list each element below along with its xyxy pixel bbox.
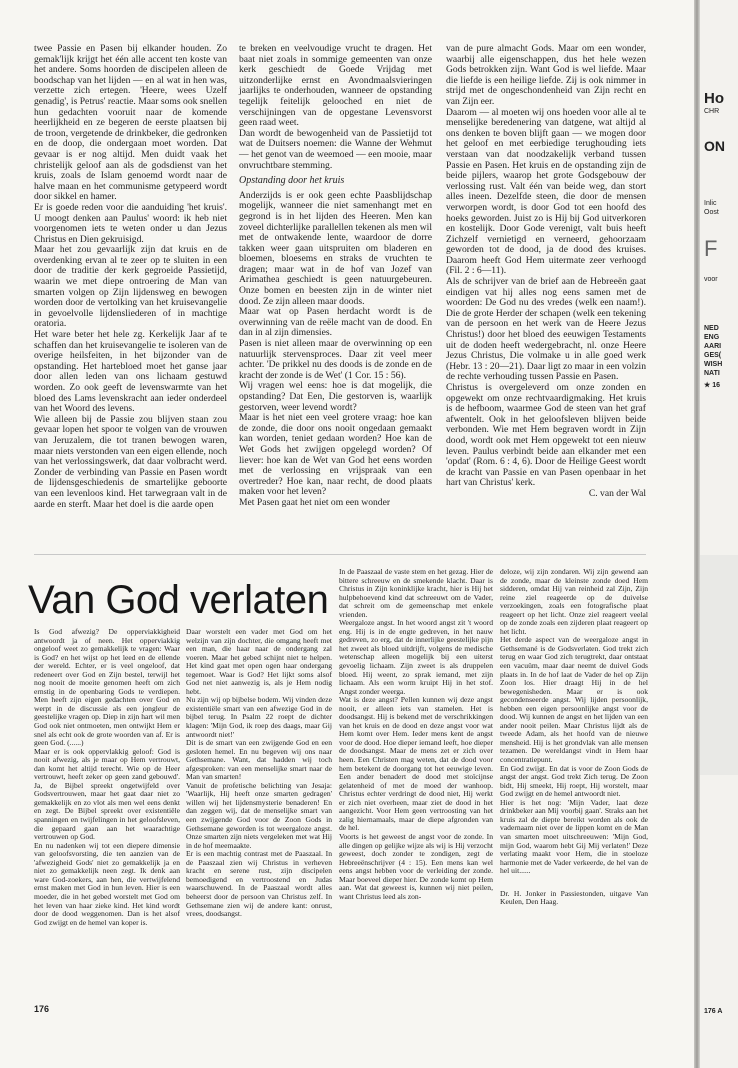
author-signature: C. van der Wal: [588, 487, 646, 499]
paragraph: Het ware beter het hele zg. Kerkelijk Jaar af te schaffen dan het kruisevangelie te isoleren van de overige heilsfeiten, in het bijzonder van de opstanding. Het hartebloed moet het ganse jaar door allen leden van ons lichaam gestuwd worden. Zo ook geeft de levenswarmte van het bloed des Lams levenskracht aan ieder onderdeel van het Woord des levens.: [34, 329, 227, 415]
paragraph: Hier is het nog: 'Mijn Vader, laat deze drinkbeker aan Mij voorbij gaan'. Straks aan het kruis zal de diepte bereikt worden als ook de vadernaam niet over de lippen komt en de Man van smarten moet uitschreeuwen: 'Mijn God, mijn God, waarom hebt Gij Mij verlaten!' Deze verlating maakt voor Hem, die in stoeloze harmonie met de Vader verkeerde, de hel van de hel uit......: [500, 797, 648, 876]
paragraph: Voorts is het geweest de angst voor de zonde. In alle dingen op gelijke wijze als wij is Hij verzocht geweest, doch zonder te zondigen, zegt de Hebreeënschrijver (4 : 15). Een mens kan wel eens angst hebben voor de verleiding der zonde. Maar boeveel dieper hier. De zonde komt op Hem aan. Wat dat geweest is, kunnen wij niet peilen, want Christus leed als zon-: [339, 831, 493, 901]
paragraph: Als de schrijver van de brief aan de Hebreeën gaat eindigen vat hij alles nog eens samen met de woorden: De God nu des vredes (welk een naam!). Die de grote Herder der schapen (welk een tekening van de persoon en het werk van de Heere Jezus Christus!) door het bloed des eeuwigen Testaments uit de doden heeft wedergebracht, nl. onze Heere Jezus Christus, Die volmake u in alle goed werk (Hebr. 13 : 20—21). Daar ligt zo maar in een volzin de rechte verhouding tussen Passie en Pasen.: [446, 276, 646, 383]
edge-fragment: ENG: [704, 334, 720, 341]
article2-column-1: [34, 628, 180, 927]
paragraph: En God zwijgt. En dat is voor de Zoon Gods de angst der angst. God trekt Zich terug. De Zoon bidt, Hij smeekt, Hij roept, Hij worstelt, maar God zwijgt en de hemel antwoordt niet.: [500, 763, 648, 799]
signature-line: [446, 489, 646, 500]
edge-fragment: ★ 16: [704, 382, 721, 389]
paragraph: Wie alleen bij de Passie zou blijven staan zou gevaar lopen het spoor te volgen van de vrouwen van Jeruzalem, die tot tranen bewogen waren, maar niets verstonden van een eigen ellende, noch van het verlossingswerk, dat daar volbracht werd. Zonder de verbinding van Passie en Pasen wordt de lijdensgeschiedenis de smartelijke geboorte van een levenloos kind. Het tarwegraan valt in de aarde en sterft. Maar het doel is die aarde open: [34, 413, 227, 510]
paragraph: deloze, wij zijn zondaren. Wij zijn gewend aan de zonde, maar de kleinste zonde doed Hem sidderen, omdat Hij van reinheid zal Zijn, Zijn reine ziel reageerde op de duivelse verzoekingen, zoals een fotografische plaat reageert op het licht. Onze ziel reageert veelal op de zonde zoals een zijderen plaat reageert op het licht.: [500, 567, 648, 636]
paragraph: Maar het zou gevaarlijk zijn dat kruis en de overdenking ervan al te zeer op te sluiten in een door de traditie der kerk gegroeide Passietijd, waarin we met diepe ontroering de Man van smarten volgen op Zijn lijdensweg en bewogen worden door de vertolking van het kruisevangelie in gevoelvolle lijdensliederen of in machtige oratoria.: [34, 244, 227, 330]
source-credit: Dr. H. Jonker in Passiestonden, uitgave Van Keulen, Den Haag.: [500, 888, 648, 907]
edge-fragment: NATI: [704, 370, 720, 377]
paragraph: twee Passie en Pasen bij elkander houden. Zo gemak'lijk krijgt het één alle accent ten koste van het andere. Soms hoorden de discipelen alleen de boodschap van het lijden — en al wat in hen was, verzette zich ertegen. 'Heere, wees Uzelf genadig', is Petrus' reactie. Maar soms ook snellen hun gedachten vooruit naar de komende heerlijkheid en ze begeren de eerste plaatsen bij de troon, vergetende de drinkbeker, die gedronken en de doop, die ondergaan moet worden. Dat gevaar is er nog altijd. Men duidt vaak het christelijk geloof aan als de godsdienst van het kruis, zoals de Islam genoemd wordt naar de halve maan en het communisme getypeerd wordt door sikkel en hamer.: [34, 43, 227, 203]
section-heading: Opstanding door het kruis: [239, 175, 345, 187]
paragraph: Er is een machtig contrast met de Paaszaal. In de Paaszaal zien wij Christus in verheven kracht en serene rust, zijn discipelen bemoedigend en vertroostend en Judas waarschuwend. In de Paaszaal wordt alles beheerst door de persoon van Christus zelf. In Gethsemane zien wij de andere kant: onrust, vrees, doodsangst.: [186, 849, 332, 919]
edge-fragment: Oost: [704, 209, 719, 216]
article2-column-2: [186, 628, 332, 919]
article1-column-2: [239, 44, 432, 509]
paragraph: Nu zijn wij op bijbelse bodem. Wij vinden deze existentiële smart van een afwezige God in de bijbel terug. In Psalm 22 roept de dichter klagen: 'Mijn God, ik roep des daags, maar Gij antwoordt niet!': [186, 695, 332, 739]
paragraph: van de pure almacht Gods. Maar om een wonder, waarbij alle eigenschappen, dus het hele wezen Gods betrokken zijn. Want God is wel liefde. Maar die liefde is een heilige liefde. Zij is ook nimmer in strijd met de ongeschondenheid van Zijn recht en van Zijn eer.: [446, 43, 646, 107]
paragraph: Pasen is niet alleen maar de overwinning op een natuurlijk stervensproces. Daar zit veel meer achter. 'De prikkel nu des doods is de zonde en de kracht der zonde is de Wet' (1 Cor. 15 : 56).: [239, 338, 432, 381]
article-title: Van God verlaten: [28, 578, 329, 622]
paragraph: Wat is deze angst? Pellen kunnen wij deze angst nooit, er alleen iets van stamelen. Het is doodsangst. Hij is bekend met de verschrikkingen van het kruis en de dood en deze angst voor wat Hem komt over Hem. Ieder mens kent de angst voor de dood. Hoe dieper iemand leeft, hoe dieper de doodsangst. Maar de mens zet er zich over heen. Een Christen mag weten, dat de dood voor hem betekent de doorgang tot het eeuwige leven. Een ander benadert de dood met stoïcijnse gelatenheid of met de moed der wanhoop. Christus echter verdringt de dood niet, Hij werkt er zich niet overheen, maar ziet de dood in het aangezicht. Voor Hem geen vertroosting van het zalig hiernamaals, maar de diepe afgronden van de hel.: [339, 695, 493, 833]
paragraph: Maar wat op Pasen herdacht wordt is de overwinning van de reële macht van de dood. En dan in al zijn dimensies.: [239, 306, 432, 339]
edge-fragment: NED: [704, 325, 719, 332]
paragraph: Maar is het niet een veel grotere vraag: hoe kan de zonde, die door ons nooit ongedaan gemaakt kan worden, teniet gedaan worden? Hoe kan de Wet Gods het zwijgen opgelegd worden? Of liever: hoe kan de Wet van God het eens worden met de verlossing en vrijspraak van een overtreder? Hoe kan, naar recht, de dood plaats maken voor het leven?: [239, 412, 432, 498]
paragraph: Is God afwezig? De opperviakkigheid antwoordt ja of neen. Het opperviakkig ongeloof weet zo gemakkelijk te vragen: Waar is God? en het wijst op het leed en de ellende der wereld. Echter, er is veel ongeloof, dat redeneert over God en Zijn bestel, terwijl het nog nooit de moeite genomen heeft om zich ernstig in de openbaring Gods te verdiepen. Men heeft zijn eigen gedachten over God en werpt in de discussie als een jongleur de geestelijke vragen op. Diep in zijn hart wil men God ook niet ontmoeten, men ontwijkt Hem er snel als echt ook de grote woorden van af. Er is geen God. (......): [34, 627, 180, 748]
edge-fragment: voor: [704, 276, 718, 283]
page-number: 176: [34, 1004, 50, 1014]
paragraph: Wij vragen wel eens: hoe is dat mogelijk, die opstanding? Dat Een, Die gestorven is, waarlijk gestorven, weer levend wordt?: [239, 380, 432, 413]
paragraph: In de Paaszaal de vaste stem en het gezag. Hier de bittere schreeuw en de smekende klacht. Daar is Christus in Zijn koninklijke kracht, hier is Hij het hulpbehoevend kind dat schreeuwt om de Vader, dat schreit om de gemeenschap met enkele vrienden.: [339, 567, 493, 619]
paragraph: Er is goede reden voor die aanduiding 'het kruis'. U moogt denken aan Paulus' woord: ik heb niet voorgenomen iets te weten onder u dan Jezus Christus en Dien gekruisigd.: [34, 201, 227, 245]
paragraph: te breken en veelvoudige vrucht te dragen. Het baat niet zoals in sommige gemeenten van onze kerk geschiedt de Goede Vrijdag met uitzonderlijke ernst en Avondmaalsvieringen jaarlijks te onderhouden, wanneer de opstanding tegelijk feitelijk gelooched en niet de verschijningen van de opgestane Levensvorst geen raad weet.: [239, 43, 432, 129]
facing-page-edge: [700, 0, 738, 1068]
article1-column-3: [446, 44, 646, 500]
paragraph: Dit is de smart van een zwijgende God en een gesloten hemel. En nu begeven wij ons naar Gethsemane. Want, dat hadden wij toch afgesproken: van een menselijke smart naar de Man van smarten!: [186, 738, 332, 782]
paragraph: En nu nadenken wij tot een diepere dimensie van geloofsvorsting, die ten aanzien van de 'afwezigheid Gods' niet zo gemakkelijk ja en niet zo gemakkelijk neen zegt. Ik denk aan ware God-zoekers, aan hen, die vertwijfelend ernst maken met God in hun leven. Hier is een moeder, die in het gebed worstelt met God om het leven van haar zieke kind. Het kind wordt door de dood weggenomen. Dan is het alsof God zwijgt en de hemel van koper is.: [34, 840, 180, 927]
paragraph: Dan wordt de bewogenheid van de Passietijd tot wat de Duitsers noemen: die Wanne der Wehmut — het genot van de weemoed — een mooie, maar onvruchtbare stemming.: [239, 127, 432, 171]
torn-region: [700, 555, 738, 775]
edge-fragment: Ho: [704, 90, 724, 107]
paragraph: Het derde aspect van de weergaloze angst in Gethsemané is de Godsverlaten. God trekt zich terug en waar God zich terugtrekt, daar ontstaat een vacuüm, maar daar neemt de duivel Gods plaats in. In de hof laat de Vader de hel op Zijn Zoon los. Hier draagt Hij in de hel bewegenisheden. Maar er is ook gecondenseerde angst. Wij lijden persoonlijk, hebben een eigen persoonlijke angst voor de dood. Wij kunnen de angst en het lijden van een ander nooit peilen. Maar Christus lijdt als de tweede Adam, als het hoofd van de nieuwe mensheid. Hij is het grondvlak van alle mensen tezamen. De wereldangst vindt in Hem haar concentratiepunt.: [500, 635, 648, 765]
article2-column-3: [339, 568, 493, 901]
paragraph: Christus is overgeleverd om onze zonden en opgewekt om onze rechtvaardigmaking. Het kruis is de hefboom, waarmee God de steen van het graf afwentelt. Ook in het geloofsleven blijven beide verbonden. Wie met Hem begraven wordt in Zijn dood, wordt ook met Hem opgewekt tot een nieuw leven. Paulus verbindt beide aan elkander met een 'opdat' (Rom. 6 : 4, 6). Door de Heilige Geest wordt de kracht van Passie en van Pasen openbaar in het hart van Christus' kerk.: [446, 382, 646, 489]
facing-page-number: 176 A: [704, 1008, 723, 1015]
article1-column-1: [34, 44, 227, 510]
paragraph: Daarom — al moeten wij ons hoeden voor alle al te menselijke beredenering van datgene, wat altijd al ons denken te boven blijft gaan — we mogen door het geloof en met eerbiedige terughouding iets verstaan van dat noodzakelijk verband tussen Passie en Pasen. Het kruis en de opstanding zijn de beide pijlers, waarop het grote Godsgebouw der verlossing rust. Valt één van beide weg, dan stort alles ineen. Dezelfde steen, die door de mensen verworpen wordt, is door God tot een hoofd des hoeks geworden. Juist zo is Hij bij God uitverkoren en kostelijk. Door Gode verenigt, valt buis heeft Zichzelf vernietigd en verneerd, gehoorzaam geworden tot de dood, ja de dood des kruises. Daarom heeft God Hem uitermate zeer verhoogd (Fil. 2 : 6—11).: [446, 106, 646, 277]
edge-fragment: GES(: [704, 352, 722, 359]
edge-fragment: F: [704, 236, 718, 261]
edge-fragment: AARI: [704, 343, 722, 350]
paragraph: Weergaloze angst. In het woord angst zit 't woord eng. Hij is in de engte gedreven, in het nauw gedreven, zo erg, dat de innerlijke geestelijke pijn het zweet als bloed uitdrijft, volgens de medische wetenschap alleen mogelijk bij een uiterst gevoelig lichaam. Zijn zweet is als druppelen bloed. Hij weent, zo sprak iemand, met zijn lichaam. Als een worm kruipt Hij in het stof. Angst zonder weerga.: [339, 618, 493, 696]
edge-fragment: ON: [704, 138, 725, 154]
article2-column-4: [500, 568, 648, 907]
paragraph: Vanuit de profetische belichting van Jesaja: 'Waarlijk, Hij heeft onze smarten gedragen' willen wij het lijdensmysterie benaderen! En dan zeggen wij, dat de menselijke smart van een zwijgende God voor de Zoon Gods in Gethsemane geworden is tot weergaloze angst. Onze smarten zijn niets vergeleken met wat Hij in de hof meemaakte.: [186, 780, 332, 850]
paragraph: Anderzijds is er ook geen echte Paasblijdschap mogelijk, wanneer die niet samenhangt met en gegrond is in het lijden des Heeren. Men kan zoveel dichterlijke parallellen tekenen als men wil met de ontwakende lente, waardoor de dorre takken weer gaan uitspruiten om bladeren en bloemen, bloesems en straks de vruchten te dragen; maar wat in de hof van Jozef van Arimathea geschiedt is geen natuurgebeuren. Onze bomen en beesten zijn in de winter niet dood. Ze zijn alleen maar doods.: [239, 189, 432, 307]
edge-fragment: CHR: [704, 108, 720, 115]
edge-fragment: WISH: [704, 361, 723, 368]
edge-fragment: Inlic: [704, 200, 717, 207]
paragraph: Daar worstelt een vader met God om het welzijn van zijn dochter, die omgang heeft met een man, die haar naar de ondergang zal voeren. Maar het gebed schijnt niet te helpen. Het kind gaat met open ogen haar ondergang tegemoet. Waar is God? Het lijkt soms alsof God net niet aanwezig is, als je Hem nodig hebt.: [186, 627, 332, 696]
paragraph: Met Pasen gaat het niet om een wonder: [239, 496, 391, 508]
paragraph: Maar er is ook oppervlakkig geloof: God is nooit afwezig, als je maar op Hem vertrouwt, dan komt het altijd terecht. Wie op de Heer vertrouwt, heeft zeker op geen zand gebouwd'. Ja, de Bijbel spreekt ongetwijfeld over Godsvertrouwen, maar het gaat daar niet zo gemakkelijk en zo vlot als men wel eens denkt en zegt. De Bijbel spreekt over existentiële spanningen en twijfelingen in het geloofsleven, die gepaard gaan aan het waarachtige vertrouwen op God.: [34, 746, 180, 842]
article-divider: [34, 554, 646, 555]
